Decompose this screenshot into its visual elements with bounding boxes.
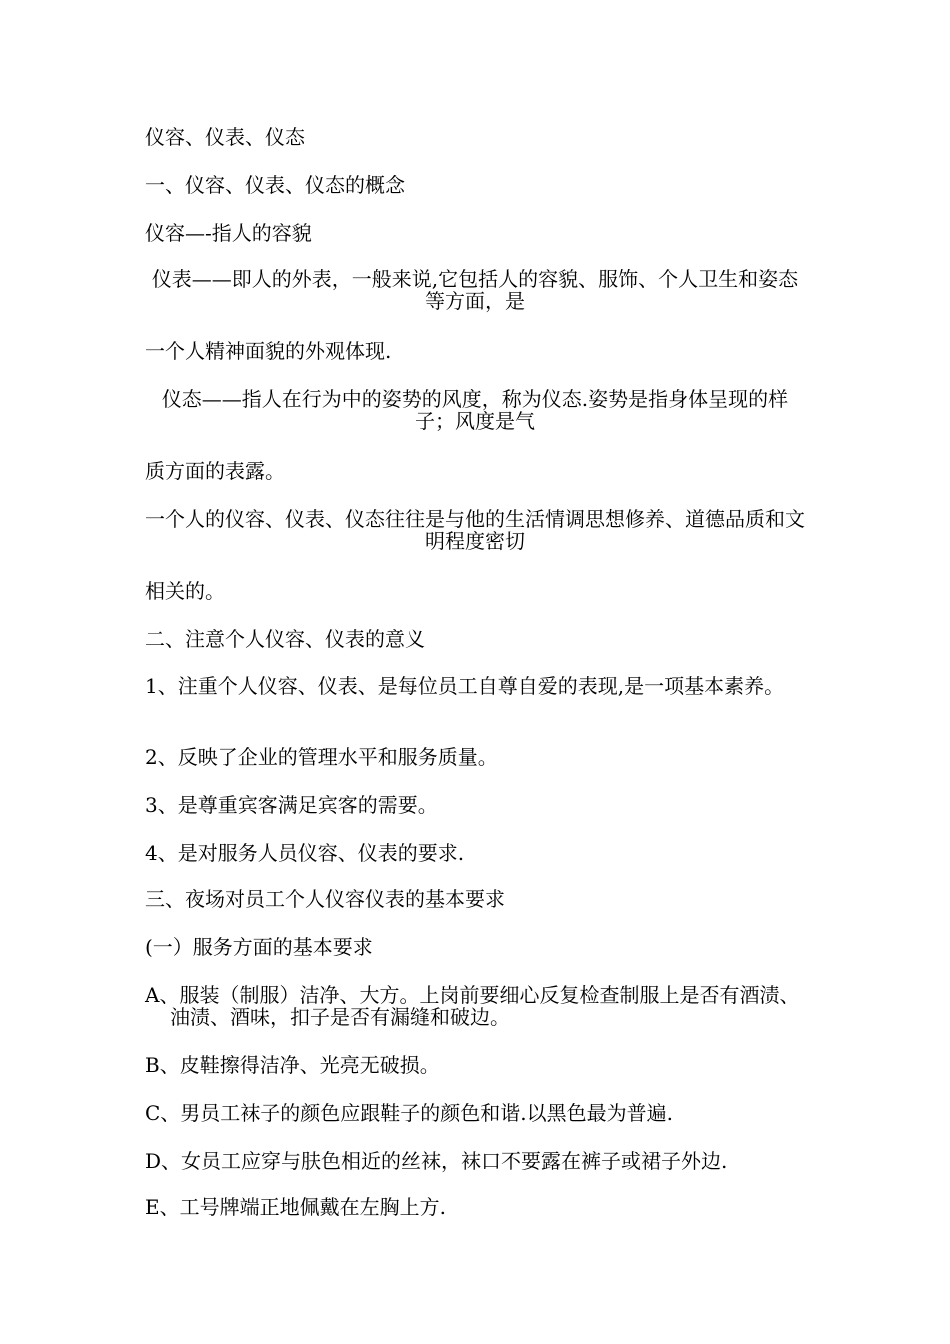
definition-yitai-continued: 质方面的表露。 [145,459,285,483]
requirement-b: B、皮鞋擦得洁净、光亮无破损。 [145,1053,440,1077]
requirement-c: C、男员工袜子的颜色应跟鞋子的颜色和谐.以黑色最为普遍. [145,1101,674,1125]
definition-yibiao: 仪表——即人的外表，一般来说,它包括人的容貌、服饰、个人卫生和姿态等方面，是 [151,267,799,313]
requirement-a: A、服装（制服）洁净、大方。上岗前要细心反复检查制服上是否有酒渍、油渍、酒味，扣子是否有漏缝和破边。 [145,983,800,1029]
list-item-3: 3、是尊重宾客满足宾客的需要。 [145,793,438,817]
definition-yibiao-continued: 一个人精神面貌的外观体现. [145,339,392,363]
definition-yitai: 仪态——指人在行为中的姿势的风度，称为仪态.姿势是指身体呈现的样子；风度是气 [161,387,789,433]
list-item-2: 2、反映了企业的管理水平和服务质量。 [145,745,498,769]
document-title: 仪容、仪表、仪态 [145,125,305,149]
section3-heading: 三、夜场对员工个人仪容仪表的基本要求 [145,887,505,911]
list-item-4: 4、是对服务人员仪容、仪表的要求. [145,841,465,865]
summary-paragraph-continued: 相关的。 [145,579,225,603]
summary-paragraph: 一个人的仪容、仪表、仪态往往是与他的生活情调思想修养、道德品质和文明程度密切 [145,507,805,553]
section1-heading: 一、仪容、仪表、仪态的概念 [145,173,405,197]
list-item-1: 1、注重个人仪容、仪表、是每位员工自尊自爱的表现,是一项基本素养。 [145,674,785,698]
definition-yirong: 仪容—-指人的容貌 [145,221,312,245]
subsection1-heading: (一）服务方面的基本要求 [145,935,373,959]
section2-heading: 二、注意个人仪容、仪表的意义 [145,627,425,651]
requirement-d: D、女员工应穿与肤色相近的丝袜，袜口不要露在裤子或裙子外边. [145,1149,728,1173]
requirement-e: E、工号牌端正地佩戴在左胸上方. [145,1195,446,1219]
